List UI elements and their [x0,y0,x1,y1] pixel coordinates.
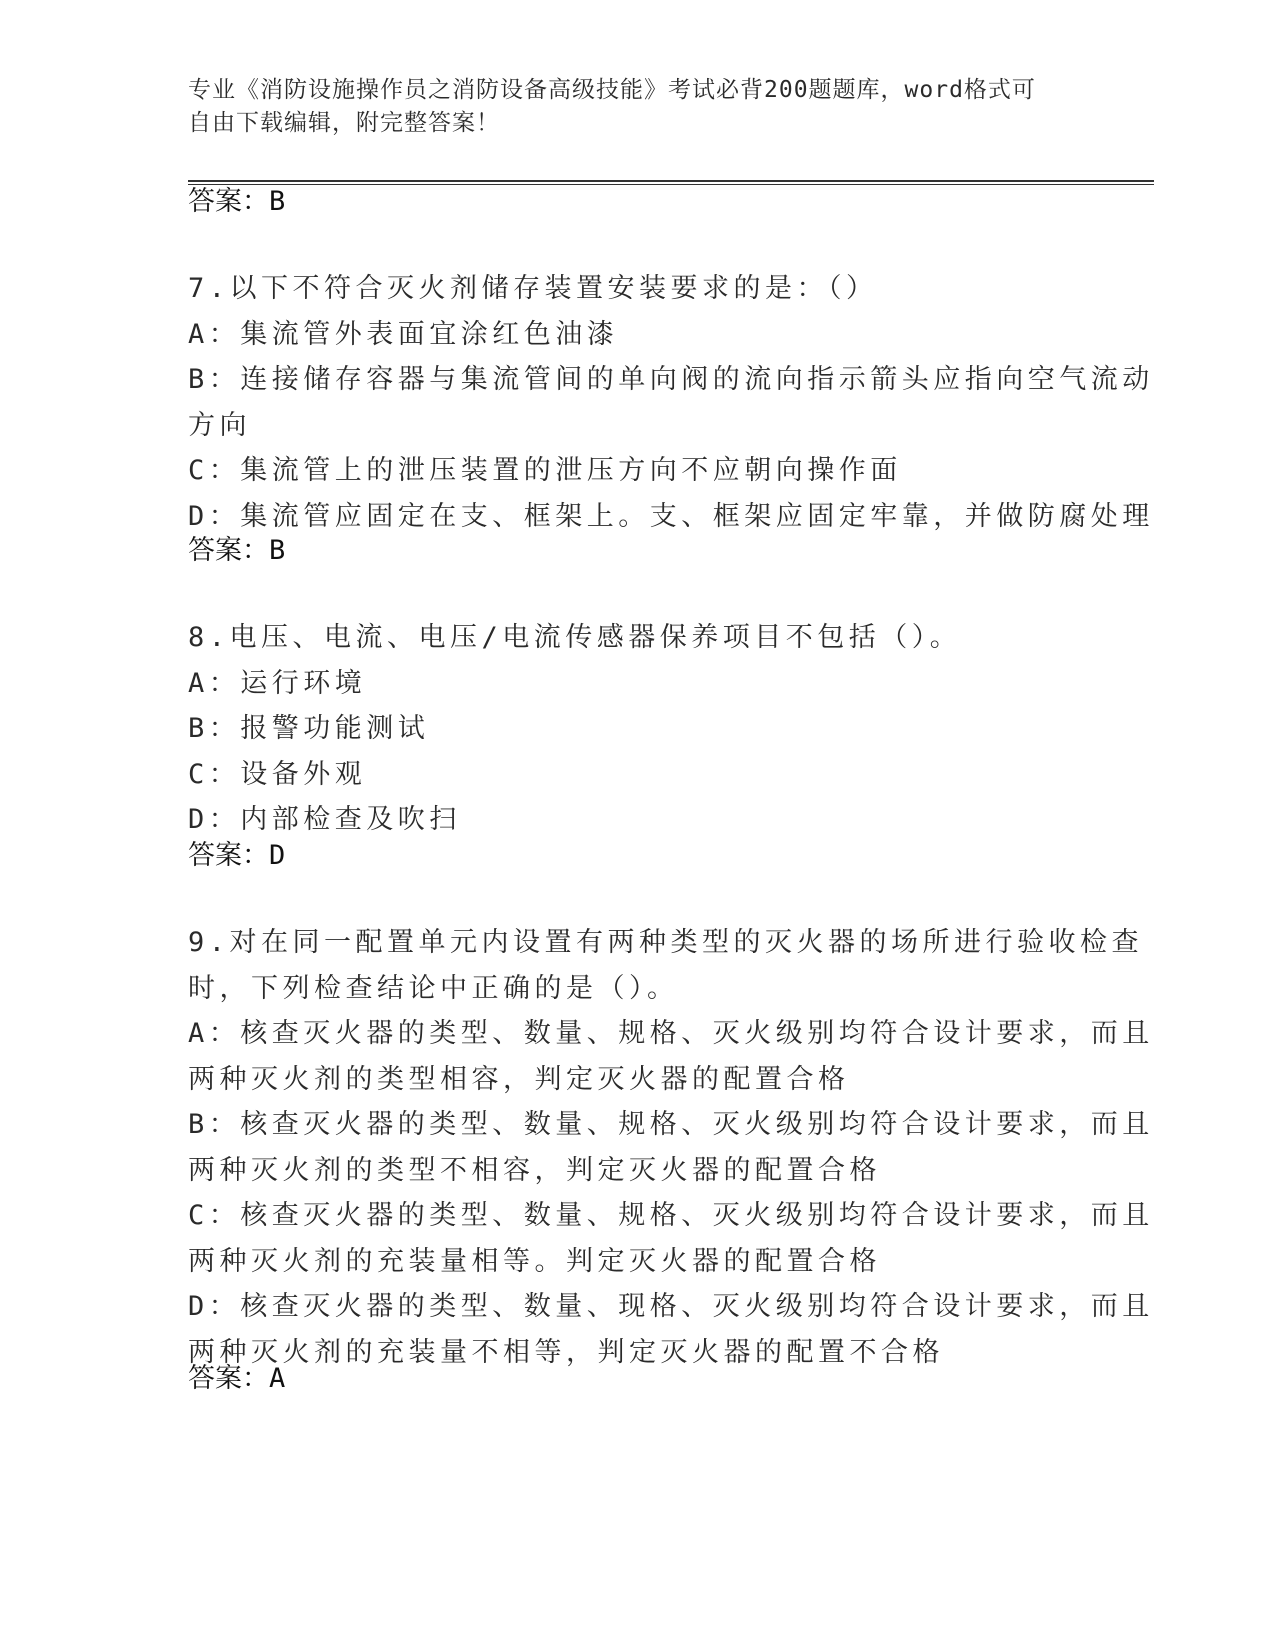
question-stem-line: 时，下列检查结论中正确的是（）。 [188,972,679,1004]
option-d: D：内部检查及吹扫 [188,804,461,835]
answer-label: 答案： [188,840,269,871]
option-c-continued: 两种灭火剂的充装量相等。判定灭火器的配置合格 [188,1245,881,1277]
option-a: A：集流管外表面宜涂红色油漆 [188,318,619,350]
option-b: B：核查灭火器的类型、数量、规格、灭火级别均符合设计要求，而且 [188,1109,1154,1140]
answer-letter: A [269,1363,286,1394]
option-b-continued: 方向 [188,409,251,441]
header-line-1: 专业《消防设施操作员之消防设备高级技能》考试必背200题题库，word格式可 [188,77,1036,103]
option-b-continued: 两种灭火剂的类型不相容，判定灭火器的配置合格 [188,1154,881,1186]
option-d: D：集流管应固定在支、框架上。支、框架应固定牢靠，并做防腐处理 [188,500,1154,532]
option-d: D：核查灭火器的类型、数量、现格、灭火级别均符合设计要求，而且 [188,1291,1154,1322]
option-a: A：运行环境 [188,667,367,699]
answer-label: 答案： [188,535,269,566]
answer-letter: B [269,535,286,566]
option-b: B：报警功能测试 [188,713,430,744]
question-stem-line: 8.电压、电流、电压/电流传感器保养项目不包括（）。 [188,622,962,653]
answer-label: 答案： [188,186,269,217]
question-9 [188,920,1154,1375]
answer-label: 答案： [188,1363,269,1394]
question-stem-line: 7.以下不符合灭火剂储存装置安装要求的是：（） [188,273,878,304]
question-stem-line: 9.对在同一配置单元内设置有两种类型的灭火器的场所进行验收检查 [188,927,1144,958]
answer-question-7 [188,533,285,569]
question-8 [188,615,1088,843]
option-b: B：连接储存容器与集流管间的单向阀的流向指示箭头应指向空气流动 [188,364,1154,395]
option-a-continued: 两种灭火剂的类型相容，判定灭火器的配置合格 [188,1063,850,1095]
answer-question-9 [188,1361,285,1397]
question-7 [188,266,1154,539]
answer-question-8 [188,838,285,874]
option-d-continued: 两种灭火剂的充装量不相等，判定灭火器的配置不合格 [188,1336,944,1368]
document-header [188,74,1068,140]
answer-letter: B [269,186,286,217]
answer-letter: D [269,840,286,871]
header-line-2: 自由下载编辑，附完整答案！ [188,110,500,136]
option-a: A：核查灭火器的类型、数量、规格、灭火级别均符合设计要求，而且 [188,1018,1154,1049]
header-divider [188,180,1154,185]
option-c: C：设备外观 [188,758,367,790]
option-c: C：集流管上的泄压装置的泄压方向不应朝向操作面 [188,455,902,486]
answer-previous [188,184,285,220]
option-c: C：核查灭火器的类型、数量、规格、灭火级别均符合设计要求，而且 [188,1200,1154,1231]
